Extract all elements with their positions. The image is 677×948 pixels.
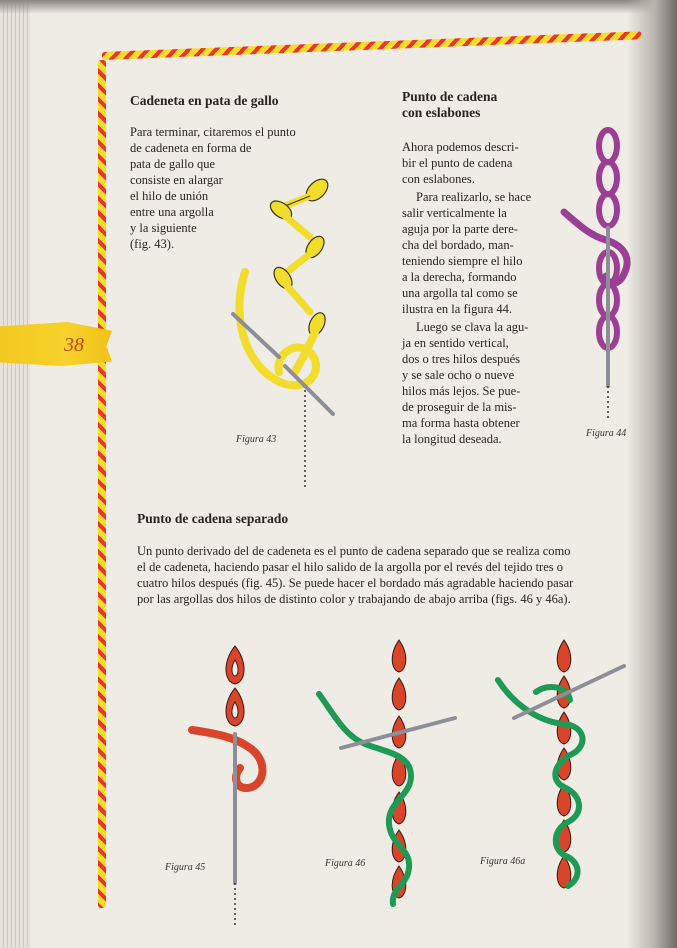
- figure-45-illustration: [190, 638, 280, 928]
- needle: [514, 666, 624, 718]
- text-line: con eslabones.: [402, 172, 475, 186]
- text-line: Luego se clava la agu-: [416, 320, 529, 334]
- heading-punto-cadena-separado: Punto de cadena separado: [137, 511, 289, 526]
- figure-44-caption: Figura 44: [586, 428, 627, 439]
- text-line: el de cadeneta, haciendo pasar el hilo salido de la argolla por el revés del tejido tres o: [137, 560, 563, 574]
- heading-punto-cadena-eslabones-2: con eslabones: [402, 105, 481, 120]
- text-line: de cadeneta en forma de: [130, 141, 252, 155]
- chain-link: [599, 194, 617, 226]
- heading-punto-cadena-eslabones-1: Punto de cadena: [402, 89, 498, 104]
- text-line: cuatro hilos después (fig. 45). Se puede hacer el bordado más agradable haciendo pasar: [137, 576, 574, 590]
- text-line: Ahora podemos descri-: [402, 140, 519, 154]
- text-line: y se sale ocho o nueve: [402, 368, 515, 382]
- text-line: teniendo siempre el hilo: [402, 254, 523, 268]
- thread-segment: [287, 286, 310, 312]
- text-line: aguja por la parte dere-: [402, 222, 518, 236]
- text-line: la longitud deseada.: [402, 432, 502, 446]
- figure-43-caption: Figura 43: [236, 434, 277, 445]
- page-stack-edge: [0, 0, 30, 948]
- text-line: Para realizarlo, se hace: [416, 190, 532, 204]
- text-line: ja en sentido vertical,: [402, 336, 509, 350]
- text-line: de proseguir de la mis-: [402, 400, 517, 414]
- figure-46-caption: Figura 46: [325, 858, 366, 869]
- text-line: ma forma hasta obtener: [402, 416, 520, 430]
- figure-44-illustration: [562, 128, 652, 423]
- page-number-tab: [0, 322, 112, 366]
- text-line: entre una argolla: [130, 205, 214, 219]
- text-line: una argolla tal como se: [402, 286, 518, 300]
- text-line: Para terminar, citaremos el punto: [130, 125, 296, 139]
- detached-chain-loop: [392, 640, 406, 672]
- text-line: Un punto derivado del de cadeneta es el punto de cadena separado que se realiza como: [137, 544, 571, 558]
- chain-link: [599, 162, 617, 194]
- text-line: cha del bordado, man-: [402, 238, 514, 252]
- page-top-shadow: [0, 0, 677, 14]
- text-line: salir verticalmente la: [402, 206, 507, 220]
- figure-45-caption: Figura 45: [165, 862, 206, 873]
- working-thread: [192, 730, 262, 788]
- text-line: por las argollas dos hilos de distinto color y trabajando de abajo arriba (figs. 46 y 46a).: [137, 592, 571, 606]
- heading-cadeneta-pata-gallo: Cadeneta en pata de gallo: [130, 93, 279, 108]
- text-line: consiste en alargar: [130, 173, 223, 187]
- text-line: pata de gallo que: [130, 157, 216, 171]
- detached-chain-loop: [557, 640, 571, 672]
- decorative-border-top: [102, 31, 642, 60]
- chain-link: [599, 130, 617, 162]
- text-line: a la derecha, formando: [402, 270, 517, 284]
- needle: [285, 366, 333, 414]
- page-number: 38: [64, 334, 84, 356]
- text-line: el hilo de unión: [130, 189, 209, 203]
- text-line: y la siguiente: [130, 221, 197, 235]
- detached-chain-loop: [392, 678, 406, 710]
- text-line: (fig. 43).: [130, 237, 175, 251]
- thread-segment: [287, 254, 310, 272]
- text-line: bir el punto de cadena: [402, 156, 513, 170]
- text-line: dos o tres hilos después: [402, 352, 521, 366]
- figure-46a-caption: Figura 46a: [480, 856, 526, 867]
- detached-chain-loop: [557, 712, 571, 744]
- thread-segment: [285, 216, 310, 237]
- text-line: hilos más lejos. Se pue-: [402, 384, 521, 398]
- decorative-border-left: [98, 60, 106, 908]
- text-line: ilustra en la figura 44.: [402, 302, 513, 316]
